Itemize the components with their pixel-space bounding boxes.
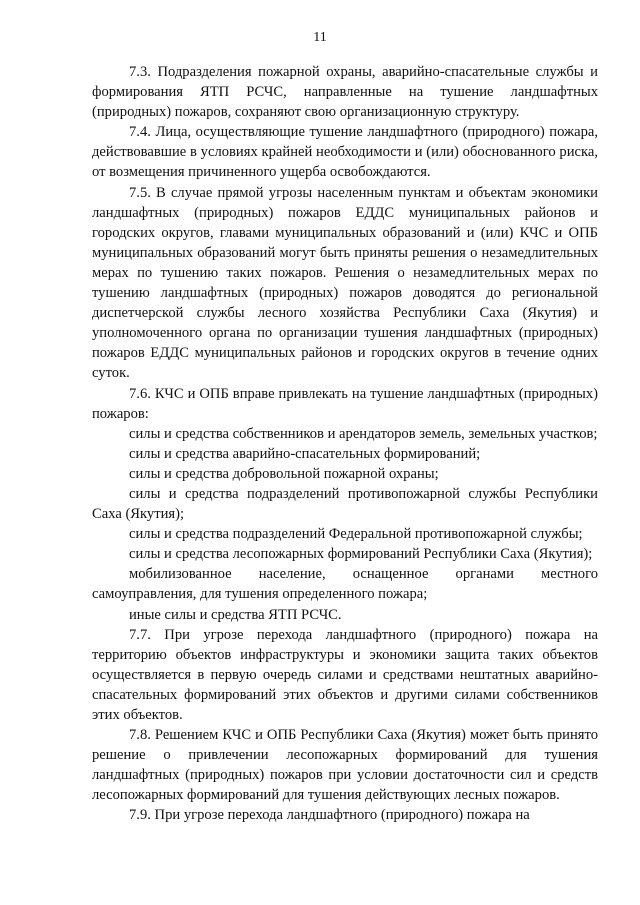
list-item-rescue-units: силы и средства аварийно-спасательных формирований; bbox=[129, 445, 481, 462]
paragraph-7-7: 7.7. При угрозе перехода ландшафтного (природного) пожара на территорию объектов инфраструктуры и экономики защита таких объектов осуществляется в первую очередь силами и средствами нештатных аварийно-спасательных формирований этих объектов и другими силами собственников этих объектов. bbox=[92, 626, 598, 723]
document-body bbox=[92, 62, 598, 826]
list-item-regional-fire-service: силы и средства подразделений противопожарной службы Республики Саха (Якутия); bbox=[92, 485, 598, 523]
paragraph-7-4: 7.4. Лица, осуществляющие тушение ландшафтного (природного) пожара, действовавшие в условиях крайней необходимости и (или) обоснованного риска, от возмещения причиненного ущерба освобождаются. bbox=[92, 124, 598, 181]
list-item-forest-fire-units: силы и средства лесопожарных формирований Республики Саха (Якутия); bbox=[129, 546, 593, 563]
paragraph-7-9: 7.9. При угрозе перехода ландшафтного (природного) пожара на bbox=[129, 807, 530, 824]
paragraph-7-3: 7.3. Подразделения пожарной охраны, аварийно-спасательные службы и формирования ЯТП РСЧС, направленные на тушение ландшафтных (природных) пожаров, сохраняют свою организационную структуру. bbox=[92, 64, 598, 121]
list-item-mobilized-population: мобилизованное население, оснащенное органами местного самоуправления, для тушения определенного пожара; bbox=[92, 566, 598, 603]
list-item-federal-fire-service: силы и средства подразделений Федеральной противопожарной службы; bbox=[129, 526, 583, 543]
list-item-volunteer-fire: силы и средства добровольной пожарной охраны; bbox=[129, 465, 439, 482]
list-item-landowners: силы и средства собственников и арендаторов земель, земельных участков; bbox=[129, 425, 598, 442]
paragraph-7-5: 7.5. В случае прямой угрозы населенным пунктам и объектам экономики ландшафтных (природных) пожаров ЕДДС муниципальных районов и городских округов, главами муниципальных образований и (или) КЧС и ОПБ муниципальных образований могут быть приняты решения о незамедлительных мерах по тушению таких пожаров. Решения о незамедлительных мерах по тушению ландшафтных (природных) пожаров доводятся до региональной диспетчерской службы лесного хозяйства Республики Саха (Якутия) и уполномоченного органа по организации тушения ландшафтных (природных) пожаров ЕДДС муниципальных районов и городских округов в течение одних суток. bbox=[92, 184, 598, 382]
paragraph-7-8: 7.8. Решением КЧС и ОПБ Республики Саха (Якутия) может быть принято решение о привлечении лесопожарных формирований для тушения ландшафтных (природных) пожаров при условии достаточности сил и средств лесопожарных формирований для тушения действующих лесных пожаров. bbox=[92, 727, 598, 804]
list-item-other-forces: иные силы и средства ЯТП РСЧС. bbox=[129, 606, 342, 623]
page-number: 11 bbox=[313, 30, 327, 45]
paragraph-7-6: 7.6. КЧС и ОПБ вправе привлекать на тушение ландшафтных (природных) пожаров: bbox=[92, 385, 598, 422]
